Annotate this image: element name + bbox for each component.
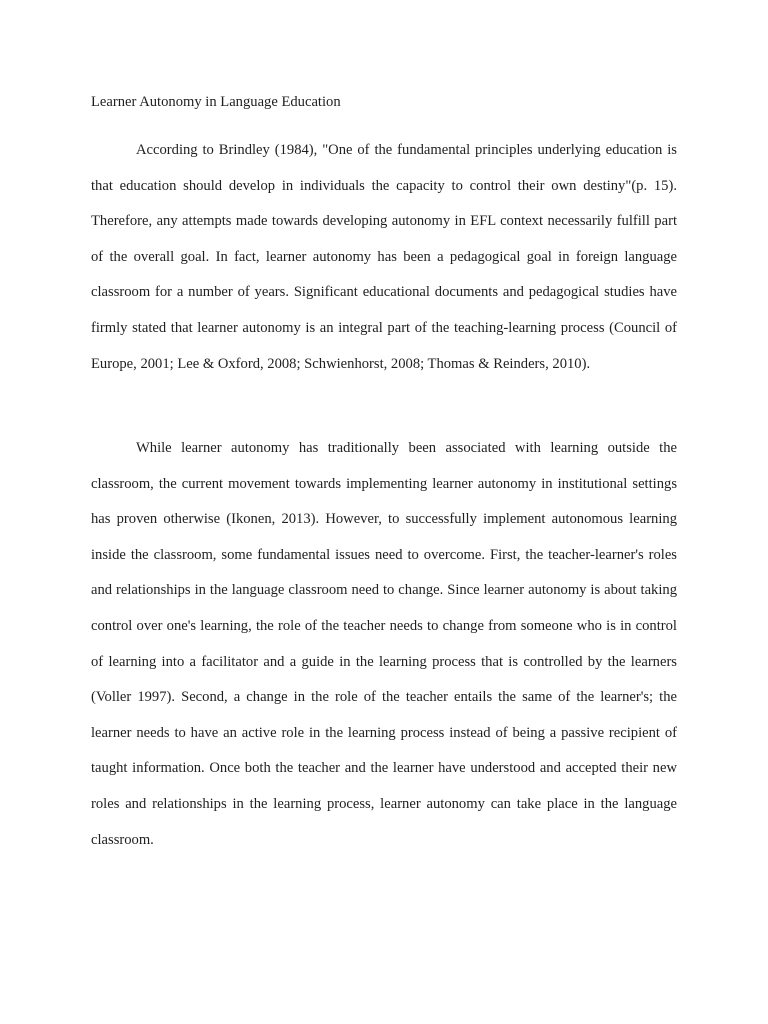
paragraph-1: According to Brindley (1984), "One of the fundamental principles underlying education is that education should develop in individuals the capacity to control their own destiny"(p. 15). Therefore, any attempts made towards developing autonomy in EFL context necessarily fulfill part of the overall goal. In fact, learner autonomy has been a pedagogical goal in foreign language classroom for a number of years. Significant educational documents and pedagogical studies have firmly stated that learner autonomy is an integral part of the teaching-learning process (Council of Europe, 2001; Lee & Oxford, 2008; Schwienhorst, 2008; Thomas & Reinders, 2010). — [91, 142, 677, 372]
document-title: Learner Autonomy in Language Education — [91, 94, 341, 110]
paragraph-2: While learner autonomy has traditionally been associated with learning outside the classroom, the current movement towards implementing learner autonomy in institutional settings has proven otherwise (Ikonen, 2013). However, to successfully implement autonomous learning inside the classroom, some fundamental issues need to overcome. First, the teacher-learner's roles and relationships in the language classroom need to change. Since learner autonomy is about taking control over one's learning, the role of the teacher needs to change from someone who is in control of learning into a facilitator and a guide in the learning process that is controlled by the learners (Voller 1997). Second, a change in the role of the teacher entails the same of the learner's; the learner needs to have an active role in the learning process instead of being a passive recipient of taught information. Once both the teacher and the learner have understood and accepted their new roles and relationships in the learning process, learner autonomy can take place in the language classroom. — [91, 440, 677, 848]
